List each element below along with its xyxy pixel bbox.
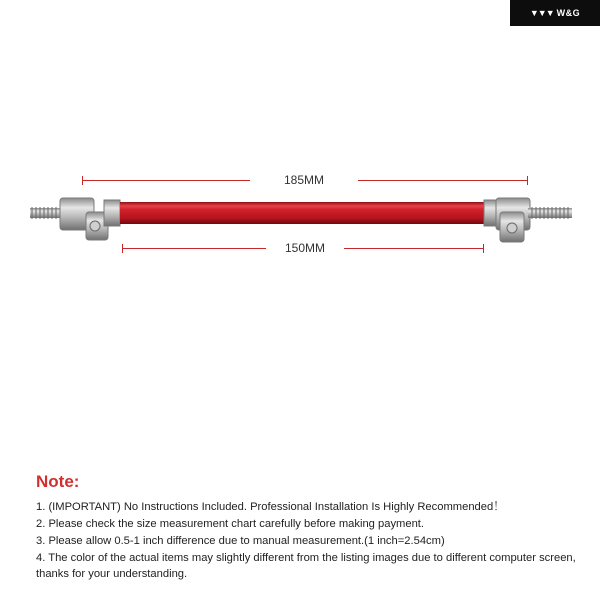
note-item-2: 2. Please check the size measurement chart carefully before making payment. [36, 518, 425, 530]
left-rod-end [60, 198, 120, 240]
logo-text: W&G [556, 8, 581, 18]
dimension-tube-label: 150MM [284, 241, 325, 255]
note-item-3: 3. Please allow 0.5-1 inch difference due to manual measurement.(1 inch=2.54cm) [36, 535, 445, 547]
note-item-1: 1. (IMPORTANT) No Instructions Included. Professional Installation Is Highly Recommended！ [36, 501, 505, 513]
dimension-overall-label: 185MM [283, 173, 324, 187]
note-title: Note: [36, 472, 80, 491]
note-item-4: 4. The color of the actual items may slightly different from the listing images due to different computer screen, thanks for your understanding. [36, 552, 576, 580]
right-rod-end [484, 198, 530, 242]
right-threaded-stud [528, 207, 572, 219]
note-list [36, 500, 584, 584]
logo-mark-icon: ▼▼▼ [529, 8, 554, 18]
red-tube [120, 202, 484, 224]
left-threaded-stud [30, 207, 62, 219]
